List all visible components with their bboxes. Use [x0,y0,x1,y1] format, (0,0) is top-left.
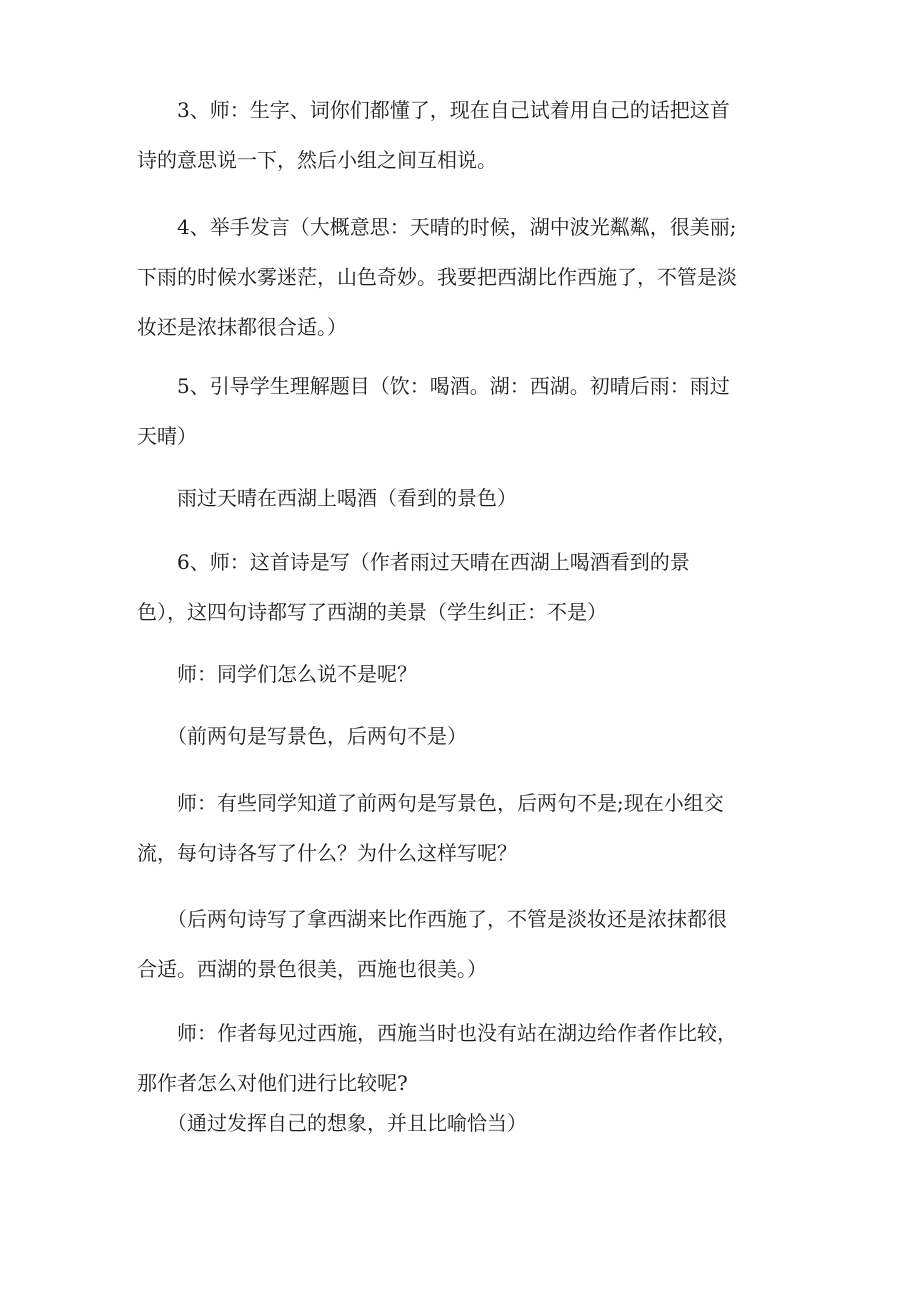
text-line: （后两句诗写了拿西湖来比作西施了，不管是淡妆还是浓抹都很 [137,907,727,931]
paragraph-3-teacher [137,96,807,174]
text-line: （前两句是写景色，后两句不是） [137,724,467,748]
text-line: 下雨的时候水雾迷茫，山色奇妙。我要把西湖比作西施了，不管是淡 [137,265,737,289]
text-line: 4、举手发言（大概意思：天晴的时候，湖中波光粼粼，很美丽; [137,215,737,239]
paragraph-teacher-discussion [137,789,807,867]
paragraph-teacher-question [137,660,807,688]
text-line: 色），这四句诗都写了西湖的美景（学生纠正：不是） [137,600,607,624]
text-line: 合适。西湖的景色很美，西施也很美。） [137,957,487,981]
text-line: 师：同学们怎么说不是呢？ [137,662,417,686]
paragraph-5-title [137,372,807,450]
text-line: 流，每句诗各写了什么？为什么这样写呢？ [137,841,517,865]
paragraph-6-teacher [137,548,807,626]
text-line: 那作者怎么对他们进行比较呢? [137,1071,408,1095]
paragraph-4-answer [137,213,807,341]
paragraph-title-meaning [137,484,807,512]
text-line: （通过发挥自己的想象，并且比喻恰当） [137,1111,527,1135]
text-line: 诗的意思说一下，然后小组之间互相说。 [137,148,497,172]
text-line: 师：有些同学知道了前两句是写景色，后两句不是;现在小组交 [137,791,724,815]
text-line: 6、师：这首诗是写（作者雨过天晴在西湖上喝酒看到的景 [137,550,690,574]
text-line: 师：作者每见过西施，西施当时也没有站在湖边给作者作比较， [137,1021,737,1045]
text-line: 雨过天晴在西湖上喝酒（看到的景色） [137,486,517,510]
text-line: 5、引导学生理解题目（饮：喝酒。湖：西湖。初晴后雨：雨过 [137,374,730,398]
paragraph-teacher-comparison [137,1019,807,1097]
paragraph-student-explanation [137,905,807,983]
paragraph-imagination-answer [137,1109,807,1137]
paragraph-student-answer [137,722,807,750]
text-line: 妆还是浓抹都很合适。） [137,315,347,339]
text-line: 天晴） [137,424,197,448]
text-line: 3、师：生字、词你们都懂了，现在自己试着用自己的话把这首 [137,98,730,122]
